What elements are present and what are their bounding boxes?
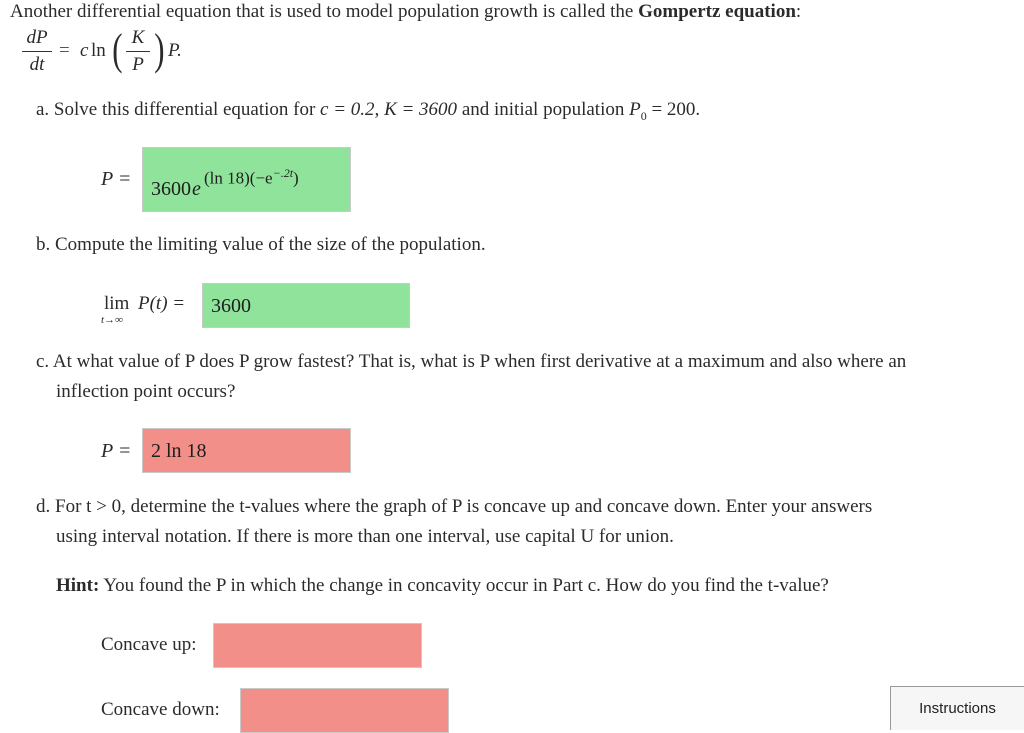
concave-up-field[interactable] — [213, 623, 422, 668]
limit-function: P(t) = — [138, 293, 186, 314]
part-c-answer-field[interactable] — [142, 428, 351, 473]
fraction-numerator: K — [131, 27, 145, 48]
part-b-prompt: b. Compute the limiting value of the size of the population. — [36, 234, 486, 255]
fraction-numerator: dP — [26, 27, 48, 48]
equation-tail: P. — [168, 40, 182, 61]
fraction-bar — [126, 51, 150, 52]
exponent-part2: −.2t — [272, 166, 294, 180]
answer-e: e — [192, 178, 201, 200]
part-a-answer-field[interactable] — [142, 147, 351, 212]
k-value: K = 3600 — [384, 99, 458, 120]
hint — [56, 575, 829, 597]
lim-subscript: t→∞ — [101, 314, 123, 326]
exponent-part1: (ln 18)(−e — [204, 168, 273, 188]
part-a-prompt — [36, 99, 700, 124]
answer-base: 3600 — [151, 178, 191, 200]
fraction-denominator: P — [132, 54, 144, 75]
p0-symbol: P — [629, 99, 641, 120]
part-b-answer-value: 3600 — [211, 295, 251, 317]
part-c-label: P = — [101, 440, 132, 462]
part-a-label: P = — [101, 168, 132, 190]
part-a-mid-text: and initial population — [461, 99, 625, 120]
p0-subscript: 0 — [640, 108, 647, 123]
hint-label: Hint: — [56, 575, 100, 596]
intro-text — [10, 1, 801, 23]
right-paren: ) — [154, 25, 165, 74]
concave-down-field[interactable] — [240, 688, 449, 733]
part-c-answer-value: 2 ln 18 — [151, 440, 207, 462]
lim-text: lim — [104, 293, 130, 314]
intro-sentence: Another differential equation that is used to model population growth is called the — [10, 1, 634, 22]
intro-colon: : — [795, 1, 802, 22]
equation-equals: = — [59, 40, 70, 61]
c-value: c = 0.2, — [320, 99, 380, 120]
left-paren: ( — [112, 25, 123, 74]
part-b-answer-field[interactable] — [202, 283, 410, 328]
part-d-prompt-line2: using interval notation. If there is more than one interval, use capital U for union. — [56, 526, 674, 547]
fraction-bar — [22, 51, 52, 52]
dp-dt-fraction — [22, 27, 52, 76]
part-c-prompt-line2: inflection point occurs? — [56, 381, 236, 402]
part-d-prompt-line1: d. For t > 0, determine the t-values where the graph of P is concave up and concave down. Enter your answers — [36, 496, 873, 517]
part-c-prompt-line1: c. At what value of P does P grow fastest? That is, what is P when first derivative at a maximum and also where an — [36, 351, 907, 372]
instructions-button[interactable]: Instructions — [890, 686, 1024, 730]
equation-ln: ln — [91, 40, 106, 61]
concave-up-label: Concave up: — [101, 634, 197, 655]
fraction-denominator: dt — [29, 54, 45, 75]
exponent-part3: ) — [293, 168, 299, 188]
equation-c: c — [80, 40, 89, 61]
hint-text: You found the P in which the change in concavity occur in Part c. How do you find the t-value? — [103, 575, 829, 596]
part-a-prompt-text: a. Solve this differential equation for — [36, 99, 316, 120]
intro-bold-term: Gompertz equation — [638, 1, 796, 22]
p0-value: = 200. — [651, 99, 701, 120]
answer-exponent — [204, 166, 299, 189]
k-over-p-fraction — [126, 27, 150, 76]
concave-down-label: Concave down: — [101, 699, 220, 720]
